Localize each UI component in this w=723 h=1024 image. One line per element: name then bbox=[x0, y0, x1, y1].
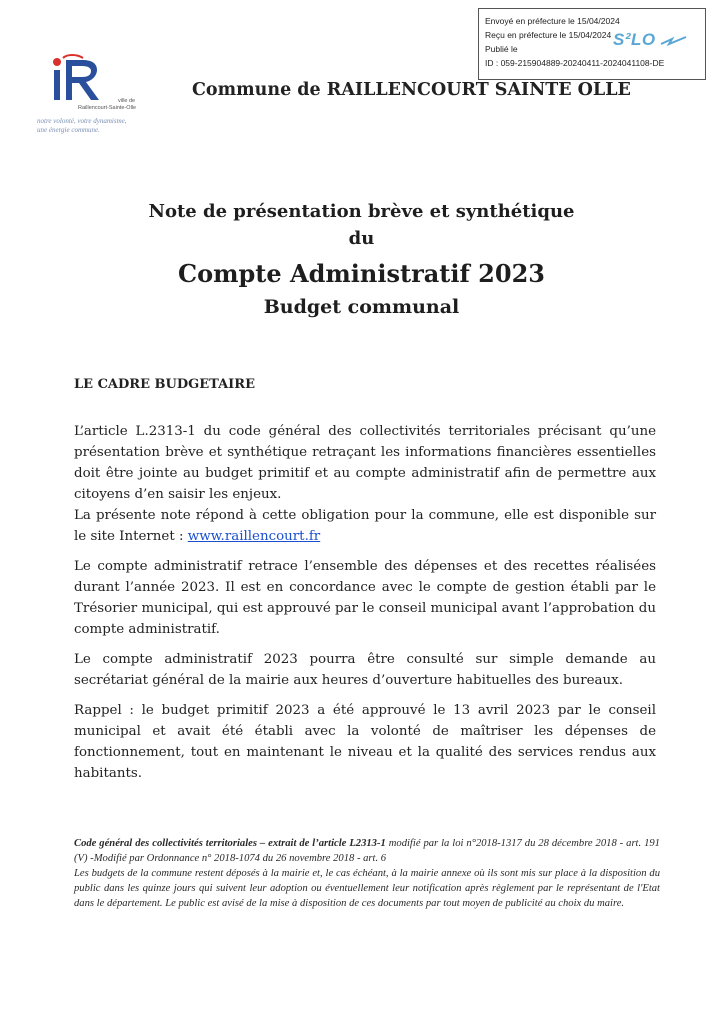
paragraph-consultation: Le compte administratif 2023 pourra être consulté sur simple demande au secrétariat général de la mairie aux heures d’ouverture habituelles des bureaux. bbox=[74, 652, 656, 688]
slo-arrow-icon bbox=[660, 35, 688, 49]
logo-caption-line2: Raillencourt-Sainte-Olle bbox=[78, 105, 137, 111]
title-line-3: Compte Administratif 2023 bbox=[178, 259, 545, 288]
logo-slogan-line1: notre volonté, votre dynamisme, bbox=[37, 117, 127, 125]
logo-caption bbox=[78, 98, 137, 112]
title-line-4: Budget communal bbox=[263, 296, 460, 318]
footnote-reference-rest: modifié par la loi n°2018-1317 du 28 décembre 2018 - art. 191 (V) -Modifié par Ordonnance n° 2018-1074 du 26 novembre 2018 - art. 6 bbox=[74, 838, 660, 864]
logo-caption-line1: ville de bbox=[118, 98, 136, 104]
stamp-published: Publié le bbox=[485, 44, 518, 54]
paragraph-article: L’article L.2313-1 du code général des collectivités territoriales précisant qu’une présentation brève et synthétique retraçant les informations financières essentielles doit être jointe au budget primitif et au compte administratif afin de permettre aux citoyens d’en saisir les enjeux. bbox=[74, 424, 656, 502]
paragraph-rappel: Rappel : le budget primitif 2023 a été approuvé le 13 avril 2023 par le conseil municipal et avait été établi avec la volonté de maîtriser les dépenses de fonctionnement, tout en maintenant le niveau et la qualité des services rendus aux habitants. bbox=[74, 703, 656, 781]
footnote-body: Les budgets de la commune restent déposés à la mairie et, le cas échéant, à la mairie annexe où ils sont mis sur place à la disposition du public dans les quinze jours qui suivent leur adoption ou éventuellement leur notification après règlement par le représentant de l'Etat dans le département. Le public est avisé de la mise à disposition de ces documents par tout moyen de publicité au choix du maire. bbox=[74, 868, 660, 909]
title-line-1: Note de présentation brève et synthétique bbox=[148, 201, 575, 222]
website-link[interactable]: www.raillencourt.fr bbox=[187, 529, 321, 544]
paragraph-obligation bbox=[74, 505, 656, 547]
logo-slogan bbox=[37, 117, 157, 135]
section-heading: LE CADRE BUDGETAIRE bbox=[74, 377, 255, 392]
footnote-reference-bold: Code général des collectivités territoriales – extrait de l’article L2313-1 bbox=[74, 838, 386, 849]
paragraph-obligation-text: La présente note répond à cette obligation pour la commune, elle est disponible sur le site Internet : bbox=[74, 508, 656, 544]
commune-title: Commune de RAILLENCOURT SAINTE OLLE bbox=[192, 80, 631, 100]
body-text bbox=[74, 421, 656, 793]
legal-footnote bbox=[74, 836, 660, 911]
stamp-received-date: Reçu en préfecture le 15/04/2024 bbox=[485, 30, 612, 40]
stamp-sent-date: Envoyé en préfecture le 15/04/2024 bbox=[485, 16, 620, 26]
slo-logo: S²LO bbox=[613, 30, 656, 49]
footnote-reference bbox=[74, 836, 660, 866]
paragraph-compte: Le compte administratif retrace l’ensemble des dépenses et des recettes réalisées durant l’année 2023. Il est en concordance avec le compte de gestion établi par le Trésorier municipal, qui est approuvé par le conseil municipal avant l’approbation du compte administratif. bbox=[74, 559, 656, 637]
document-title bbox=[0, 198, 723, 322]
title-line-2: du bbox=[348, 228, 375, 249]
stamp-id: ID : 059-215904889-20240411-2024041108-DE bbox=[485, 58, 665, 68]
logo-slogan-line2: une énergie commune. bbox=[37, 126, 100, 134]
